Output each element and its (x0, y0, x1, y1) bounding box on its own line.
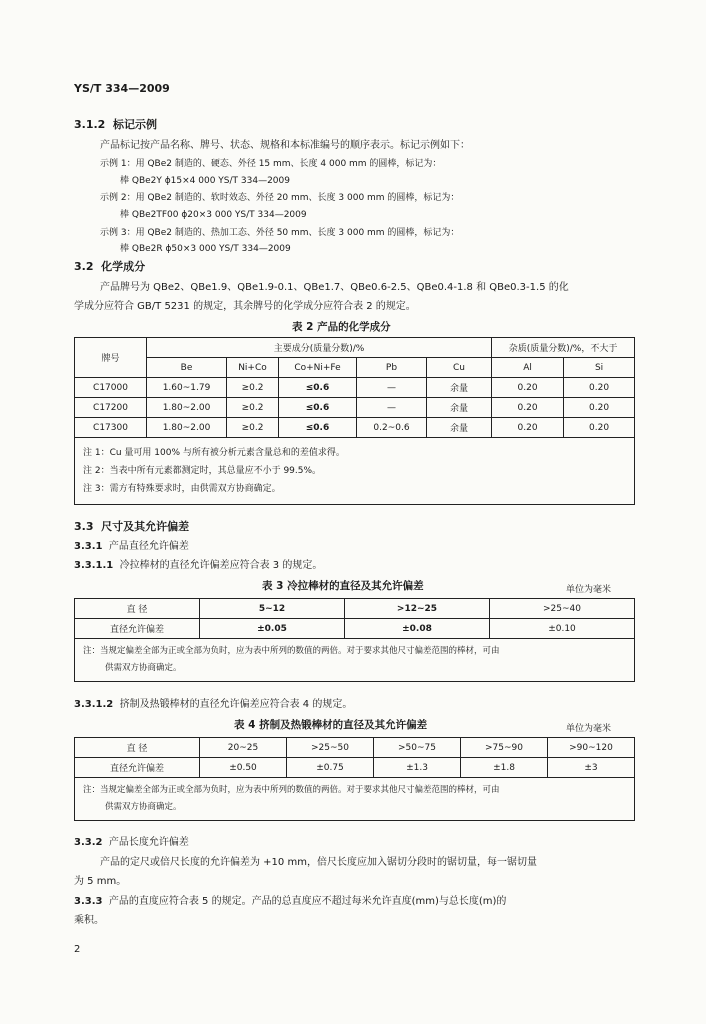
cell: 余量 (427, 398, 492, 418)
cell: ≤0.6 (279, 378, 357, 398)
table-2-caption: 表 2 产品的化学成分 (292, 321, 391, 333)
table-row (75, 398, 635, 418)
document-header: YS/T 334—2009 (74, 82, 170, 95)
cell: ±1.8 (461, 758, 548, 778)
col-header: Al (492, 358, 564, 378)
example-line: 示例 2：用 QBe2 制造的、软时效态、外径 20 mm、长度 3 000 mm 的圆棒，标记为： (100, 193, 460, 203)
section-number: 3.3.1.1 (74, 560, 114, 571)
cell: >50~75 (374, 738, 461, 758)
section-3-3-1-1 (74, 559, 322, 573)
cell: ≤0.6 (279, 398, 357, 418)
example-mark: 棒 QBe2Y ϕ15×4 000 YS/T 334—2009 (120, 176, 290, 186)
col-header: Ni+Co (227, 358, 279, 378)
paragraph: 学成分应符合 GB/T 5231 的规定，其余牌号的化学成分应符合表 2 的规定。 (74, 301, 416, 312)
cell: 1.60~1.79 (147, 378, 227, 398)
paragraph: 产品的定尺或倍尺长度的允许偏差为 +10 mm，倍尺长度应加入锯切分段时的锯切量，每一锯切量 (100, 857, 537, 868)
cell: 0.2~0.6 (357, 418, 427, 438)
section-3-2-heading (74, 260, 145, 274)
table-4-note (75, 778, 635, 821)
note: 注：当规定偏差全部为正或全部为负时，应为表中所列的数值的两倍。对于要求其他尺寸偏差范围的棒材，可由 (83, 646, 500, 656)
note: 注 2：当表中所有元素都测定时，其总量应不小于 99.5%。 (83, 466, 322, 476)
section-title: 标记示例 (113, 118, 157, 131)
note: 注 3：需方有特殊要求时，由供需双方协商确定。 (83, 484, 281, 494)
cell: 0.20 (564, 378, 635, 398)
note: 供需双方协商确定。 (105, 663, 182, 673)
table-2-notes (75, 438, 635, 505)
table-3-caption: 表 3 冷拉棒材的直径及其允许偏差 (262, 580, 424, 592)
section-number: 3.3.2 (74, 837, 103, 848)
row-header: 直 径 (75, 738, 200, 758)
cell: 0.20 (564, 398, 635, 418)
paragraph: 产品的直度应符合表 5 的规定。产品的总直度应不超过每米允许直度(mm)与总长度(m)的 (108, 896, 507, 907)
cell: ±0.05 (200, 619, 345, 639)
paragraph: 乘积。 (74, 915, 104, 926)
section-number: 3.3 (74, 520, 94, 533)
cell: ±0.10 (490, 619, 635, 639)
row-header: 直径允许偏差 (75, 758, 200, 778)
cell: — (357, 398, 427, 418)
cell: ±0.75 (287, 758, 374, 778)
table-3-note (75, 639, 635, 682)
cell: ≥0.2 (227, 378, 279, 398)
table-4 (74, 737, 635, 821)
section-3-3-3 (74, 895, 506, 909)
header-impurities: 杂质(质量分数)/%，不大于 (492, 338, 635, 358)
cell: 1.80~2.00 (147, 398, 227, 418)
section-title: 产品长度允许偏差 (108, 837, 189, 848)
row-header: 直 径 (75, 599, 200, 619)
cell: ±3 (548, 758, 635, 778)
cell: — (357, 378, 427, 398)
example-line: 示例 3：用 QBe2 制造的、热加工态、外径 50 mm、长度 3 000 mm 的圆棒，标记为： (100, 228, 460, 238)
cell: 0.20 (492, 398, 564, 418)
table-row (75, 378, 635, 398)
cell: ±0.50 (200, 758, 287, 778)
section-number: 3.2 (74, 260, 94, 273)
col-header: Be (147, 358, 227, 378)
note: 供需双方协商确定。 (105, 802, 182, 812)
cell: ≥0.2 (227, 398, 279, 418)
cell: ±0.08 (345, 619, 490, 639)
example-mark: 棒 QBe2TF00 ϕ20×3 000 YS/T 334—2009 (120, 210, 307, 220)
section-number: 3.3.1 (74, 541, 103, 552)
paragraph: 产品标记按产品名称、牌号、状态、规格和本标准编号的顺序表示。标记示例如下： (100, 140, 470, 151)
section-title: 化学成分 (101, 260, 146, 273)
cell: 0.20 (564, 418, 635, 438)
cell: C17000 (75, 378, 147, 398)
section-number: 3.1.2 (74, 118, 106, 131)
table-3-unit: 单位为毫米 (566, 585, 612, 595)
col-header: Co+Ni+Fe (279, 358, 357, 378)
cell: 0.20 (492, 378, 564, 398)
cell: >12~25 (345, 599, 490, 619)
note: 注 1：Cu 量可用 100% 与所有被分析元素含量总和的差值求得。 (83, 448, 345, 458)
page-number: 2 (74, 944, 81, 955)
row-header: 直径允许偏差 (75, 619, 200, 639)
col-header: Si (564, 358, 635, 378)
section-3-3-heading (74, 520, 189, 534)
cell: C17200 (75, 398, 147, 418)
cell: 5~12 (200, 599, 345, 619)
paragraph: 冷拉棒材的直径允许偏差应符合表 3 的规定。 (119, 560, 323, 571)
section-3-3-1-heading (74, 540, 189, 554)
cell: >90~120 (548, 738, 635, 758)
cell: ≥0.2 (227, 418, 279, 438)
paragraph: 为 5 mm。 (74, 876, 127, 887)
table-3 (74, 598, 635, 682)
cell: 余量 (427, 418, 492, 438)
cell: 1.80~2.00 (147, 418, 227, 438)
example-line: 示例 1：用 QBe2 制造的、硬态、外径 15 mm、长度 4 000 mm 的圆棒，标记为： (100, 159, 442, 169)
cell: 余量 (427, 378, 492, 398)
col-header: Pb (357, 358, 427, 378)
cell: C17300 (75, 418, 147, 438)
cell: >25~50 (287, 738, 374, 758)
paragraph: 产品牌号为 QBe2、QBe1.9、QBe1.9-0.1、QBe1.7、QBe0.6-2.5、QBe0.4-1.8 和 QBe0.3-1.5 的化 (100, 282, 569, 293)
section-3-3-2-heading (74, 836, 189, 850)
section-3-3-1-2 (74, 698, 352, 712)
cell: ≤0.6 (279, 418, 357, 438)
header-grade: 牌号 (75, 338, 147, 378)
table-4-caption: 表 4 挤制及热锻棒材的直径及其允许偏差 (234, 719, 428, 731)
header-main-components: 主要成分(质量分数)/% (147, 338, 492, 358)
col-header: Cu (427, 358, 492, 378)
section-title: 尺寸及其允许偏差 (101, 520, 190, 533)
section-3-1-2-heading (74, 118, 157, 132)
note: 注：当规定偏差全部为正或全部为负时，应为表中所列的数值的两倍。对于要求其他尺寸偏差范围的棒材，可由 (83, 785, 500, 795)
paragraph: 挤制及热锻棒材的直径允许偏差应符合表 4 的规定。 (119, 699, 353, 710)
cell: ±1.3 (374, 758, 461, 778)
table-2 (74, 337, 635, 505)
table-row (75, 418, 635, 438)
section-title: 产品直径允许偏差 (108, 541, 189, 552)
cell: 20~25 (200, 738, 287, 758)
cell: >25~40 (490, 599, 635, 619)
section-number: 3.3.3 (74, 896, 103, 907)
table-4-unit: 单位为毫米 (566, 724, 612, 734)
section-number: 3.3.1.2 (74, 699, 114, 710)
cell: 0.20 (492, 418, 564, 438)
cell: >75~90 (461, 738, 548, 758)
example-mark: 棒 QBe2R ϕ50×3 000 YS/T 334—2009 (120, 244, 291, 254)
